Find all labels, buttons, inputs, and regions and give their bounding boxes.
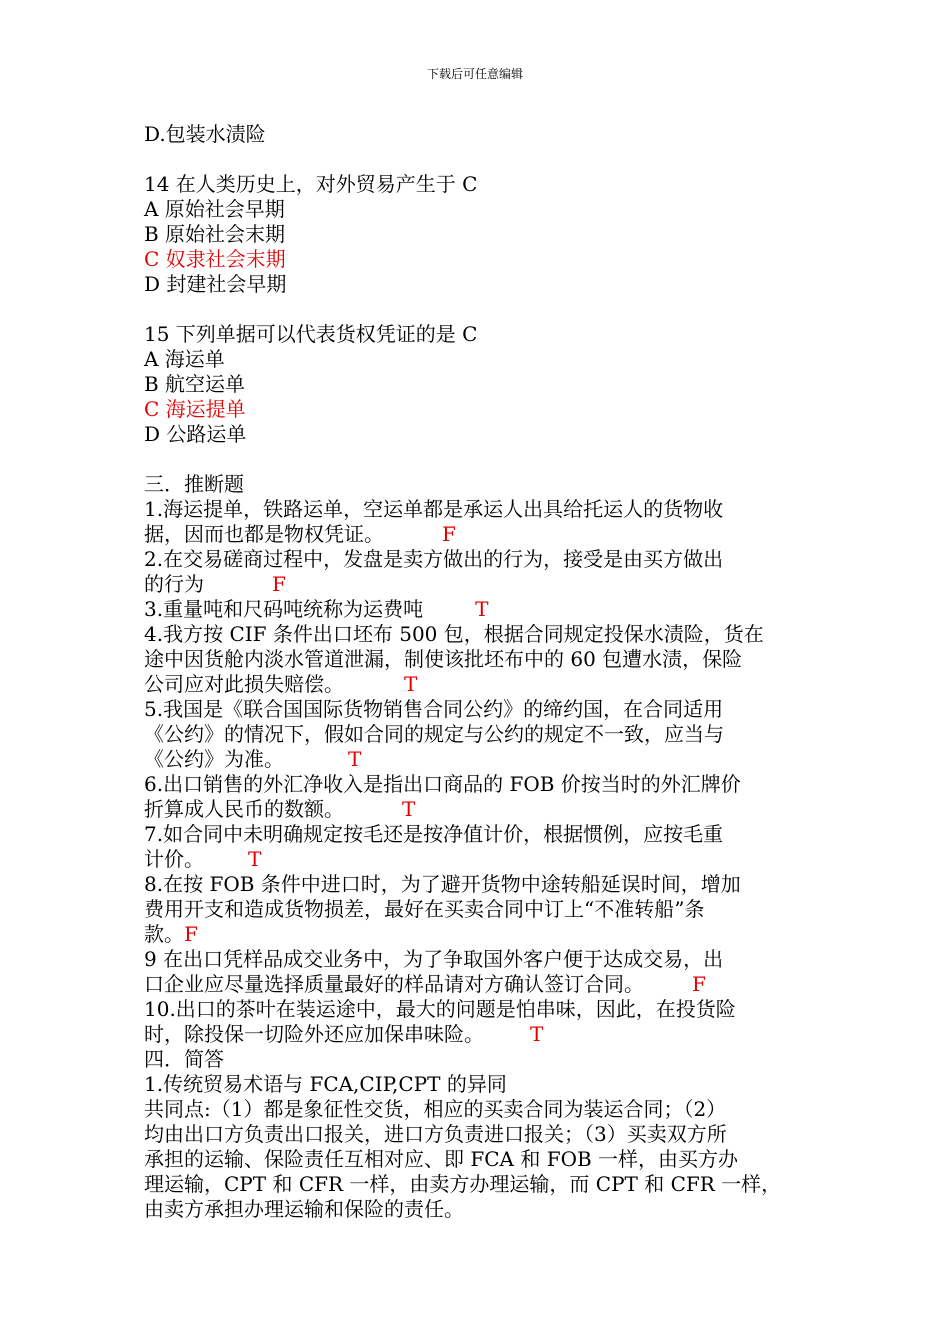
tf2-line1: 2.在交易磋商过程中，发盘是卖方做出的行为，接受是由买方做出 — [144, 547, 724, 571]
section-title-judgement: 三．推断题 — [144, 472, 244, 496]
tf10-line1: 10.出口的茶叶在装运途中，最大的问题是怕串味，因此，在投货险 — [144, 997, 736, 1021]
spacer — [144, 147, 812, 172]
tf8-line3: 款。F — [144, 922, 198, 946]
tf9-line2: 口企业应尽量选择质量最好的样品请对方确认签订合同。 F — [144, 972, 706, 996]
tf6-line1: 6.出口销售的外汇净收入是指出口商品的 FOB 价按当时的外汇牌价 — [144, 772, 741, 796]
q14-option-c-correct: C 奴隶社会末期 — [144, 247, 286, 271]
tf7-line2: 计价。 T — [144, 847, 262, 871]
tf2-line2: 的行为 F — [144, 572, 286, 596]
q14-stem: 14 在人类历史上，对外贸易产生于 C — [144, 172, 478, 196]
tf3-answer: T — [475, 597, 489, 621]
tf8-line1: 8.在按 FOB 条件中进口时，为了避开货物中途转船延误时间，增加 — [144, 872, 741, 896]
q14-option-b: B 原始社会末期 — [144, 222, 286, 246]
tf4-line3: 公司应对此损失赔偿。 T — [144, 672, 418, 696]
q15-option-b: B 航空运单 — [144, 372, 246, 396]
sa1-answer-line1: 共同点:（1）都是象征性交货，相应的买卖合同为装运合同；（2） — [144, 1097, 727, 1121]
q15-stem: 15 下列单据可以代表货权凭证的是 C — [144, 322, 478, 346]
sa1-answer-line5: 由卖方承担办理运输和保险的责任。 — [144, 1197, 464, 1221]
tf8-answer: F — [184, 922, 198, 946]
q14-option-a: A 原始社会早期 — [144, 197, 285, 221]
tf10-line2: 时，除投保一切险外还应加保串味险。 T — [144, 1022, 544, 1046]
tf4-answer: T — [404, 672, 418, 696]
tf5-line1: 5.我国是《联合国国际货物销售合同公约》的缔约国，在合同适用 — [144, 697, 724, 721]
q13-option-d: D.包装水渍险 — [144, 122, 266, 146]
tf5-line2: 《公约》的情况下，假如合同的规定与公约的规定不一致，应当与 — [144, 722, 724, 746]
sa1-answer-line3: 承担的运输、保险责任互相对应、即 FCA 和 FOB 一样，由买方办 — [144, 1147, 739, 1171]
q15-option-d: D 公路运单 — [144, 422, 247, 446]
tf4-line2: 途中因货舱内淡水管道泄漏，制使该批坯布中的 60 包遭水渍，保险 — [144, 647, 743, 671]
tf3-line1: 3.重量吨和尺码吨统称为运费吨 T — [144, 597, 489, 621]
section-title-short-answer: 四．简答 — [144, 1047, 224, 1071]
tf8-line2: 费用开支和造成货物损差，最好在买卖合同中订上“不准转船”条 — [144, 897, 705, 921]
tf10-answer: T — [530, 1022, 544, 1046]
tf1-line1: 1.海运提单，铁路运单，空运单都是承运人出具给托运人的货物收 — [144, 497, 724, 521]
tf1-answer: F — [442, 522, 456, 546]
sa1-answer-line4: 理运输，CPT 和 CFR 一样，由卖方办理运输，而 CPT 和 CFR 一样， — [144, 1172, 782, 1196]
tf9-line1: 9 在出口凭样品成交业务中，为了争取国外客户便于达成交易，出 — [144, 947, 724, 971]
q15-option-c-correct: C 海运提单 — [144, 397, 246, 421]
q14-option-d: D 封建社会早期 — [144, 272, 287, 296]
tf1-line2: 据，因而也都是物权凭证。 F — [144, 522, 456, 546]
tf9-answer: F — [692, 972, 706, 996]
sa1-question: 1.传统贸易术语与 FCA,CIP,CPT 的异同 — [144, 1072, 507, 1096]
q15-option-a: A 海运单 — [144, 347, 225, 371]
tf7-answer: T — [248, 847, 262, 871]
spacer — [144, 447, 812, 472]
spacer — [144, 297, 812, 322]
tf6-answer: T — [402, 797, 416, 821]
sa1-answer-line2: 均由出口方负责出口报关，进口方负责进口报关；（3）买卖双方所 — [144, 1122, 727, 1146]
tf6-line2: 折算成人民币的数额。 T — [144, 797, 416, 821]
page-header: 下载后可任意编辑 — [426, 67, 523, 81]
tf5-answer: T — [348, 747, 362, 771]
tf4-line1: 4.我方按 CIF 条件出口坯布 500 包，根据合同规定投保水渍险，货在 — [144, 622, 764, 646]
document-body — [144, 122, 812, 1222]
tf7-line1: 7.如合同中未明确规定按毛还是按净值计价，根据惯例，应按毛重 — [144, 822, 724, 846]
tf5-line3: 《公约》为准。 T — [144, 747, 362, 771]
tf2-answer: F — [272, 572, 286, 596]
